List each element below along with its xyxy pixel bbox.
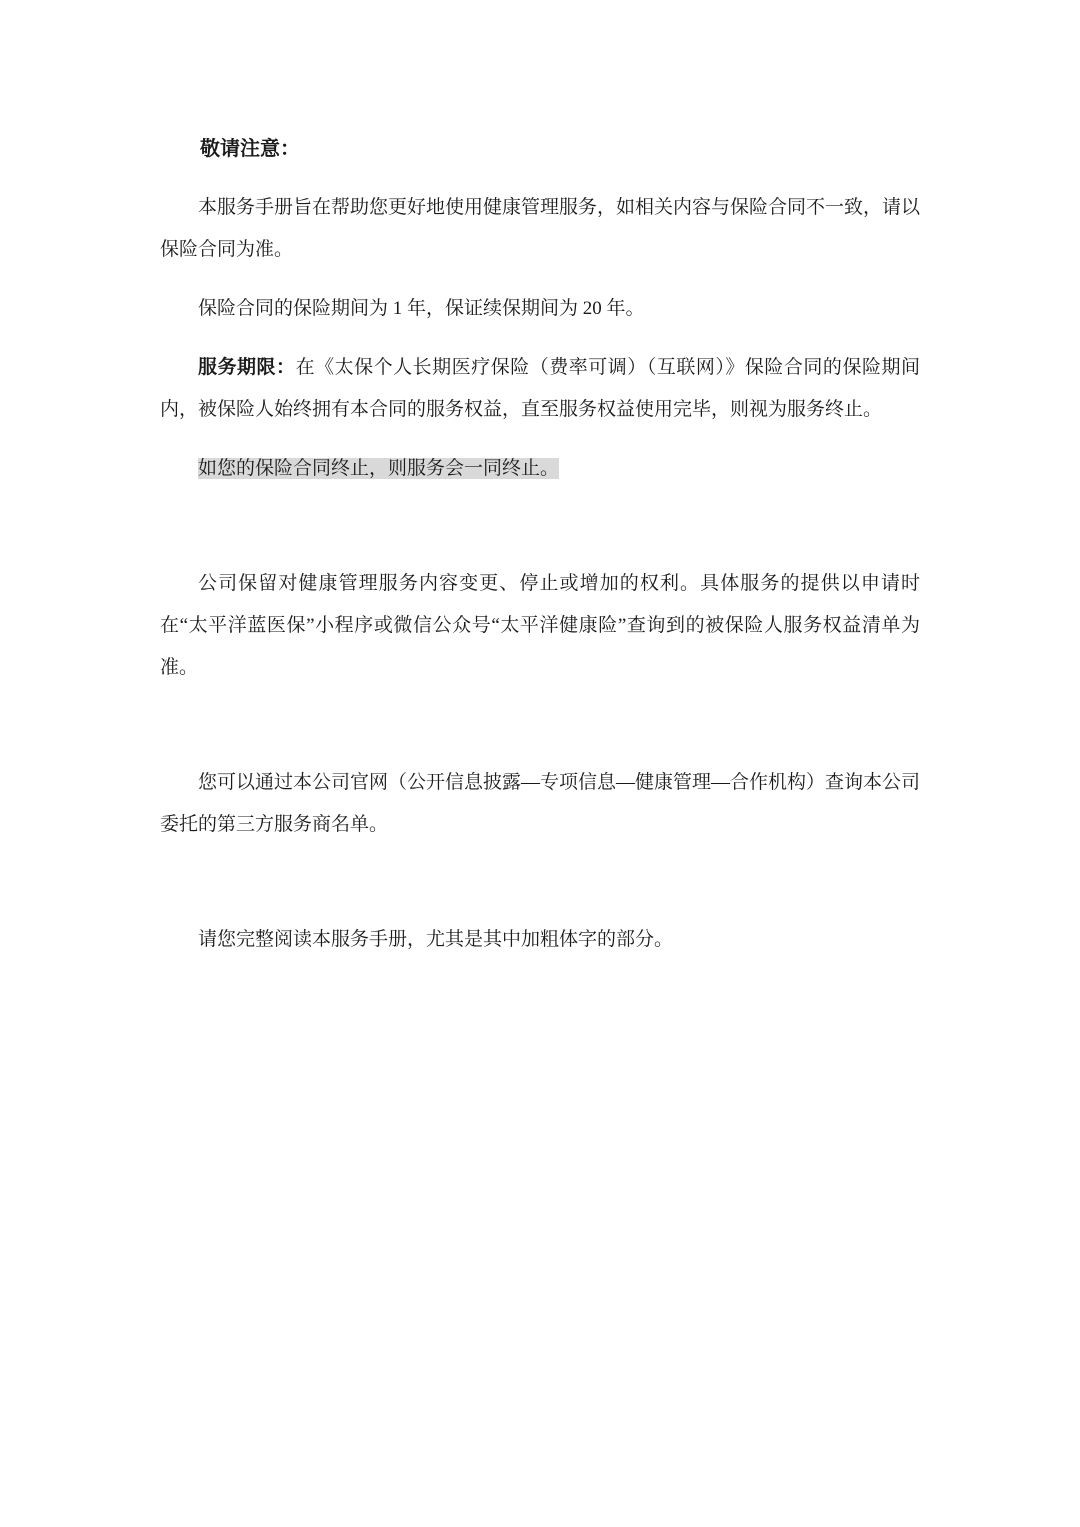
paragraph <box>160 919 920 961</box>
paragraph <box>160 347 920 431</box>
notice-heading: 敬请注意： <box>200 138 300 160</box>
body-text: 保险合同的保险期间为 1 年，保证续保期间为 20 年。 <box>198 298 645 319</box>
body-text: 请您完整阅读本服务手册，尤其是其中加粗体字的部分。 <box>198 929 674 950</box>
bold-label: 服务期限： <box>198 357 296 378</box>
paragraph <box>160 288 920 330</box>
paragraph <box>160 448 920 490</box>
paragraph <box>160 187 920 271</box>
paragraph <box>160 762 920 846</box>
body-text: 公司保留对健康管理服务内容变更、停止或增加的权利。具体服务的提供以申请时在“太平洋蓝医保”小程序或微信公众号“太平洋健康险”查询到的被保险人服务权益清单为准。 <box>160 573 920 678</box>
document-body <box>160 187 920 961</box>
highlighted-text: 如您的保险合同终止，则服务会一同终止。 <box>198 458 560 479</box>
body-text: 本服务手册旨在帮助您更好地使用健康管理服务，如相关内容与保险合同不一致，请以保险合同为准。 <box>160 197 921 260</box>
paragraph <box>160 563 920 689</box>
body-text: 在《太保个人长期医疗保险（费率可调）（互联网）》保险合同的保险期间内，被保险人始终拥有本合同的服务权益，直至服务权益使用完毕，则视为服务终止。 <box>160 357 920 420</box>
body-text: 您可以通过本公司官网（公开信息披露—专项信息—健康管理—合作机构）查询本公司委托的第三方服务商名单。 <box>160 772 921 835</box>
